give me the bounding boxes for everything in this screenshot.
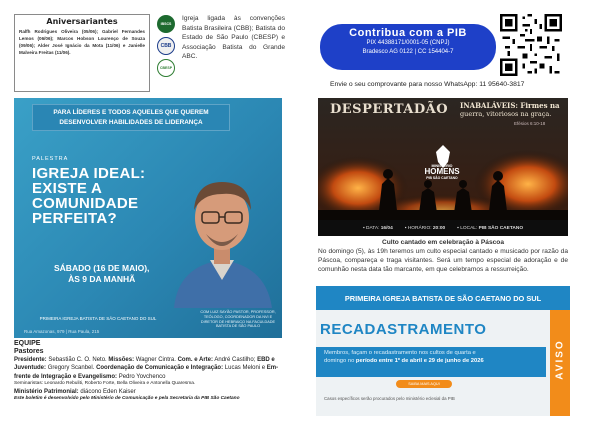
despertado-ref: Efésios 6:10-18 — [514, 121, 546, 126]
clock-icon: ▪ — [404, 225, 407, 231]
despertado-title: DESPERTADÃO — [330, 102, 449, 117]
leadership-poster[interactable] — [14, 98, 282, 338]
calendar-icon: ▪ — [362, 225, 365, 231]
convention-logos — [155, 14, 177, 84]
pix-info: PIX 44388171/0001-05 (CNPJ) — [366, 40, 450, 46]
receipt-text: Envie o seu comprovante para nosso WhatsApp: 11 95640-3817 — [330, 81, 525, 88]
saiba-mais-button[interactable]: SAIBA MAIS AQUI — [396, 380, 452, 388]
bank-info: Bradesco AG 0122 | CC 154404-7 — [362, 49, 454, 55]
location-info: ▪ LOCAL: PIB SÃO CAETANO — [457, 225, 524, 231]
aviso-tab: AVISO — [550, 310, 570, 416]
birthdays-text: Ralfh Rodrigues Oliveira (05/06); Gabriel Fernandes Lemos (06/06); Marcos Hobson Lourenço de Souza (09/06); Alder José Ignácio da Mota (11/06) e Janielle Malveira Freitas (11/06). — [19, 29, 145, 55]
poster-church: PRIMEIRA IGREJA BATISTA DE SÃO CAETANO DO SUL — [39, 316, 157, 321]
poster-date: SÁBADO (16 DE MAIO), ÀS 9 DA MANHÃ — [54, 263, 150, 284]
despertado-info-bar — [318, 220, 568, 236]
ministry-logo: MINISTÉRIO HOMENS PIB SÃO CAETANO — [424, 164, 460, 180]
speaker-photo — [164, 158, 282, 308]
poster-address: Rua Amazonas, 979 | Rua Paula, 215 — [24, 329, 100, 334]
team-section — [14, 340, 294, 402]
bulletin-footer: Este boletim é desenvolvido pelo Ministério de Comunicação e pela Secretaria da PIB São Caetano — [14, 396, 240, 402]
despertado-theme: INABALÁVEIS: Firmes na guerra, vitoriosos na graça. — [460, 101, 560, 118]
seminaristas-line: Seminaristas: Leonardo Rebuliti, Roberto Forte, Bella Oliveira e Antonella Quaresma. — [14, 381, 196, 387]
culto-section — [318, 238, 568, 274]
birthdays-box — [14, 14, 150, 92]
qr-code-icon[interactable] — [500, 14, 562, 76]
recad-footer: Casos específicos serão procurados pelo ministério eclesial da PIB — [324, 396, 455, 401]
culto-text: No domingo (5), às 19h teremos um culto especial cantado e musicado por razão da Páscoa, compareça e traga visitantes. Será um tempo especial de adoração e de comunhão nesta data tão marcante, em que celebramos a ressurreição. — [318, 248, 568, 273]
cbb-logo-icon: CBB — [157, 37, 175, 55]
contribution-title: Contribua com a PIB — [349, 27, 467, 39]
poster-title: IGREJA IDEAL: EXISTE A COMUNIDADE PERFEITA? — [32, 165, 146, 227]
time-info: ▪ HORÁRIO: 20:00 — [404, 225, 446, 231]
contribution-box — [320, 24, 496, 70]
poster-label: PALESTRA — [32, 156, 69, 162]
team-heading: EQUIPE — [14, 340, 41, 347]
convention-text: Igreja ligada às convenções Batista Brasileira (CBB); Batista do Estado de São Paulo (CBESP) e Associação Batista do Grande ABC. — [182, 15, 285, 61]
recad-header: PRIMEIRA IGREJA BATISTA DE SÃO CAETANO DO SUL — [316, 286, 570, 310]
poster-banner: PARA LÍDERES E TODOS AQUELES QUE QUEREM DESENVOLVER HABILIDADES DE LIDERANÇA — [32, 104, 230, 131]
recad-title: RECADASTRAMENTO — [320, 321, 487, 338]
pastors-heading: Pastores — [14, 348, 44, 355]
recad-info: Membros, façam o recadastramento nos cultos de quarta e domingo no período entre 1º de abril e 29 de junho de 2026 — [316, 347, 546, 377]
pin-icon: ▪ — [457, 225, 459, 231]
despertado-poster[interactable] — [318, 98, 568, 236]
culto-title: Culto cantado em celebração à Páscoa — [381, 239, 505, 246]
birthdays-title: Aniversariantes — [46, 17, 118, 26]
team-line-1: Presidente: Sebastião C. O. Neto. Missões: Wagner Cintra. Com. e Arte: André Castilho; EBD e Juventude: Gregory Scanbel. Coordenação de Comunicação e Integração: Lucas Meloni e Em-frente de Integração e Evangelismo: Pedro Yovchenco — [14, 357, 279, 380]
recadastramento-card[interactable] — [316, 286, 570, 416]
poster-speaker: COM LUIZ SAYÃO PASTOR, PROFESSOR, TEÓLOGO, COORDENADOR DA NVI E DIRETOR DE HEBRAICO NA FACULDADE BATISTA DE SÃO PAULO — [200, 310, 276, 329]
ministry-line: Ministério Patrimonial: diácono Eden Kaiser — [14, 388, 136, 395]
date-info: ▪ DATA: 16/04 — [362, 225, 393, 231]
cbesp-logo-icon: CBESP — [157, 59, 175, 77]
ibscs-logo-icon: IBSCS — [157, 15, 175, 33]
